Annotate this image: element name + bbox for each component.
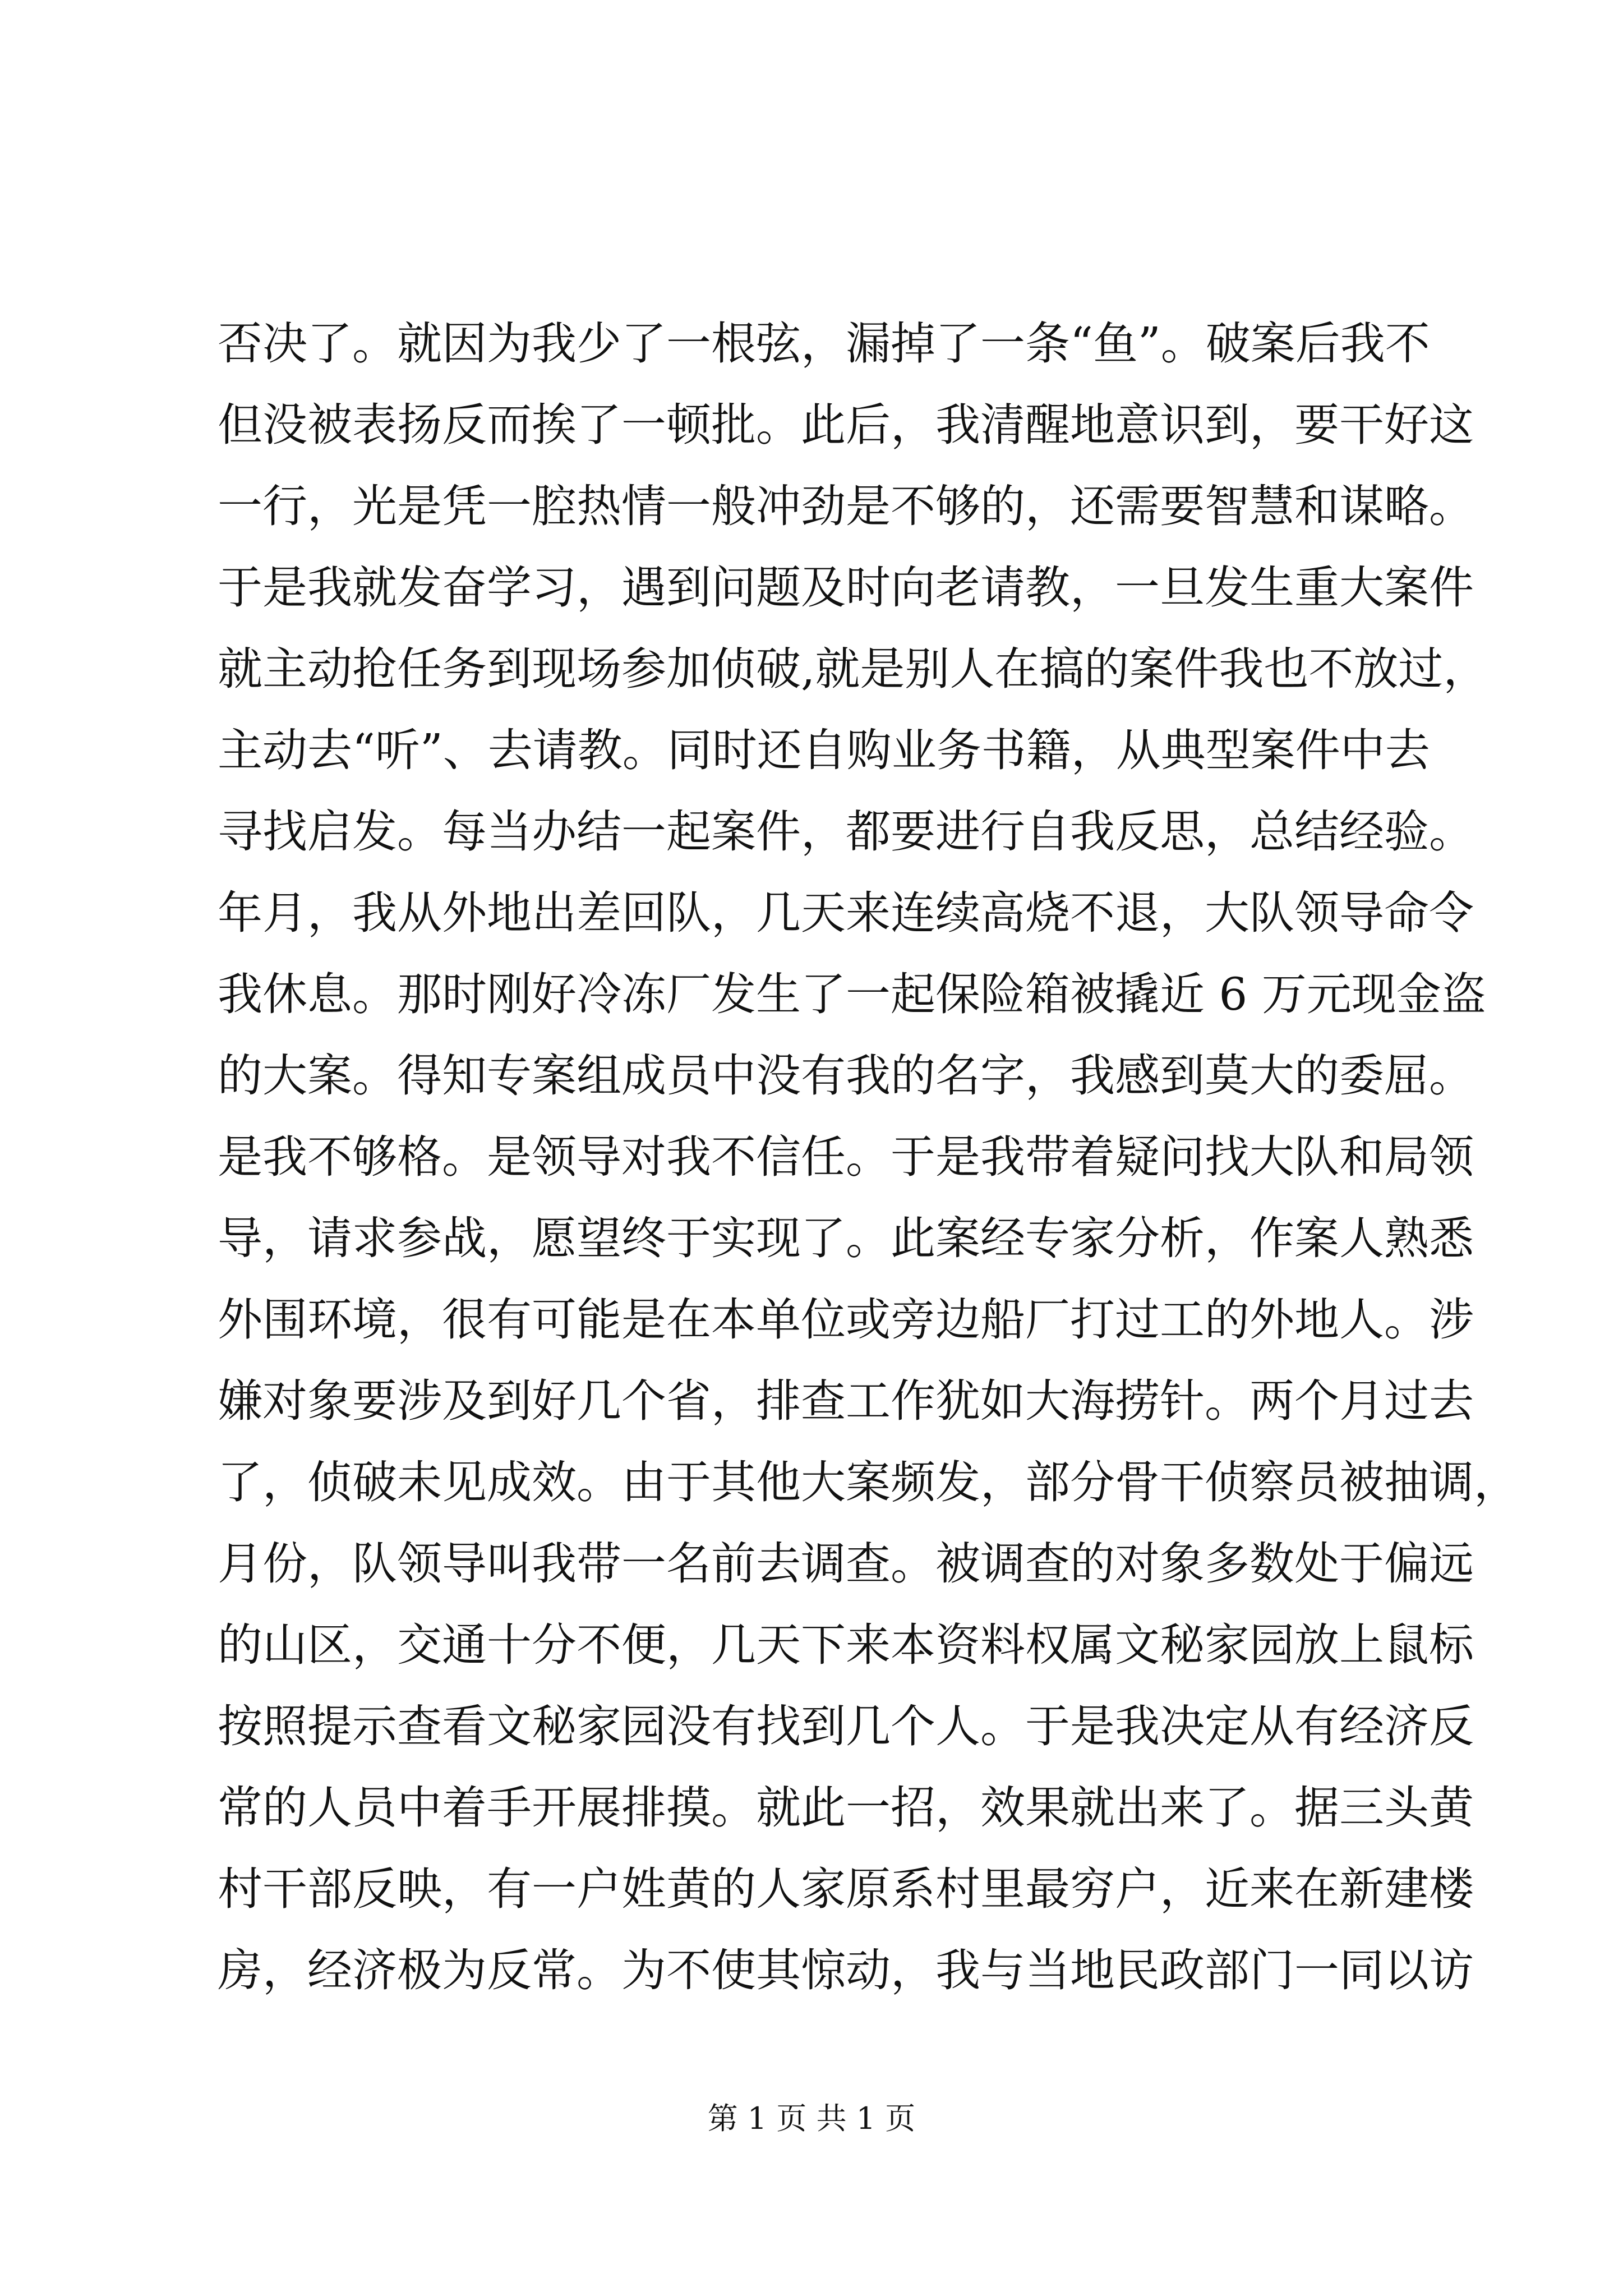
text-line: 月份，队领导叫我带一名前去调查。被调查的对象多数处于偏远 — [218, 1538, 1474, 1590]
text-line: 就主动抢任务到现场参加侦破,就是别人在搞的案件我也不放过， — [218, 643, 1488, 695]
text-line: 主动去“听”、去请教。同时还自购业务书籍，从典型案件中去 — [218, 724, 1430, 776]
text-line: 于是我就发奋学习，遇到问题及时向老请教，一旦发生重大案件 — [218, 562, 1474, 614]
text-line: 外围环境，很有可能是在本单位或旁边船厂打过工的外地人。涉 — [218, 1294, 1474, 1346]
text-line: 我休息。那时刚好冷冻厂发生了一起保险箱被撬近 6 万元现金盗 — [218, 968, 1486, 1020]
page-number: 第 1 页 共 1 页 — [707, 2101, 916, 2136]
body-text — [218, 303, 1519, 2011]
text-line: 的山区，交通十分不便，几天下来本资料权属文秘家园放上鼠标 — [218, 1619, 1474, 1671]
text-line: 导，请求参战，愿望终于实现了。此案经专家分析，作案人熟悉 — [218, 1212, 1474, 1264]
text-line: 村干部反映，有一户姓黄的人家原系村里最穷户，近来在新建楼 — [218, 1863, 1474, 1915]
text-line: 了，侦破未见成效。由于其他大案频发，部分骨干侦察员被抽调， — [218, 1456, 1519, 1508]
text-line: 是我不够格。是领导对我不信任。于是我带着疑问找大队和局领 — [218, 1131, 1474, 1183]
text-line: 嫌对象要涉及到好几个省，排查工作犹如大海捞针。两个月过去 — [218, 1375, 1474, 1427]
text-line: 房，经济极为反常。为不使其惊动，我与当地民政部门一同以访 — [218, 1944, 1474, 1996]
page-footer — [0, 2099, 1623, 2138]
text-line: 常的人员中着手开展排摸。就此一招，效果就出来了。据三头黄 — [218, 1782, 1474, 1834]
text-line: 寻找启发。每当办结一起案件，都要进行自我反思，总结经验。 — [218, 806, 1474, 858]
text-line: 否决了。就因为我少了一根弦，漏掉了一条“鱼”。破案后我不 — [218, 318, 1430, 370]
text-line: 年月，我从外地出差回队，几天来连续高烧不退，大队领导命令 — [218, 887, 1474, 939]
text-line: 但没被表扬反而挨了一顿批。此后，我清醒地意识到，要干好这 — [218, 399, 1474, 451]
text-line: 的大案。得知专案组成员中没有我的名字，我感到莫大的委屈。 — [218, 1050, 1474, 1102]
text-line: 按照提示查看文秘家园没有找到几个人。于是我决定从有经济反 — [218, 1700, 1474, 1752]
text-line: 一行，光是凭一腔热情一般冲劲是不够的，还需要智慧和谋略。 — [218, 480, 1474, 532]
